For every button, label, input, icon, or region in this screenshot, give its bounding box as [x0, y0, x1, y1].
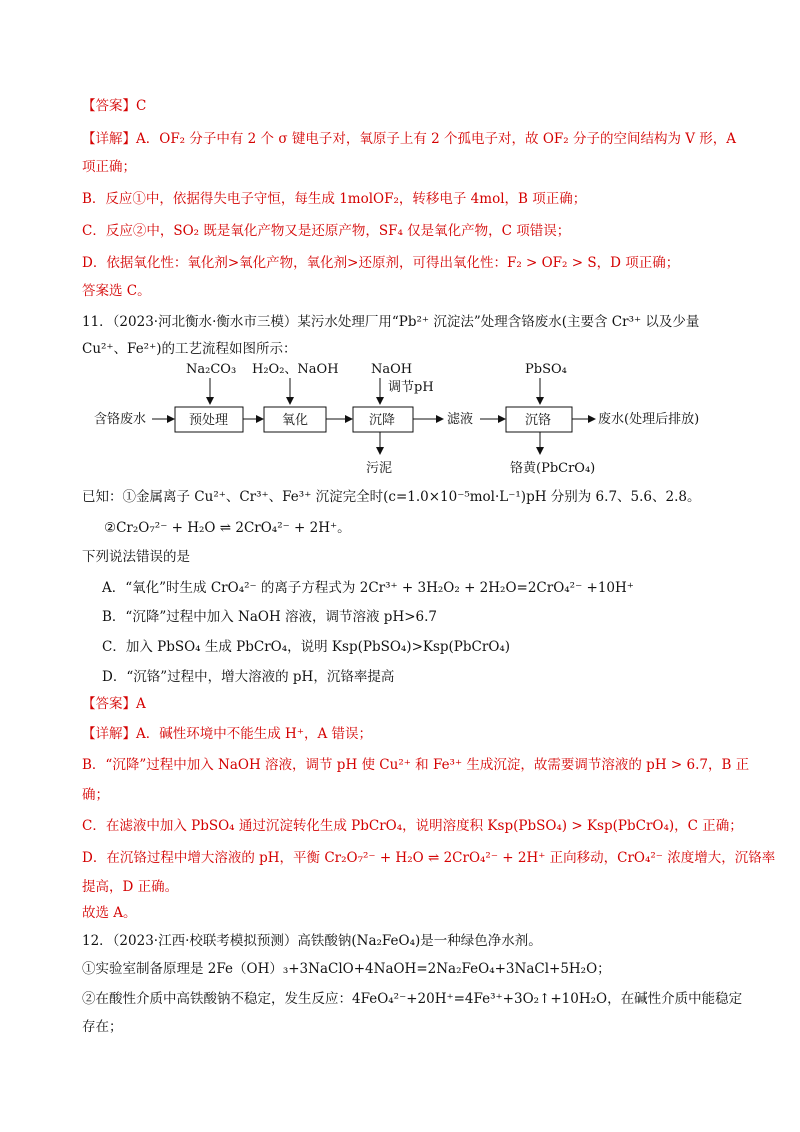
reagent-pbso4: PbSO₄ — [525, 362, 567, 377]
q12-principle-2: ②在酸性介质中高铁酸钠不稳定，发生反应：4FeO₄²⁻+20H⁺=4Fe³⁺+3O₂↑+10H₂O，在碱性介质中能稳定 — [82, 991, 743, 1007]
flow-input: 含铬废水 — [94, 412, 147, 427]
q10-detail-a-cont: 项正确； — [82, 159, 136, 175]
flow-output: 废水(处理后排放) — [598, 412, 700, 427]
q10-detail-a: 【详解】A．OF₂ 分子中有 2 个 σ 键电子对，氧原子上有 2 个孤电子对，故 OF₂ 分子的空间结构为 V 形，A — [82, 131, 737, 147]
q10-detail-c: C．反应②中，SO₂ 既是氧化产物又是还原产物，SF₄ 仅是氧化产物，C 项错误； — [82, 223, 571, 239]
reagent-naoh: NaOH — [371, 362, 413, 377]
q11-detail-d-cont: 提高，D 正确。 — [82, 879, 179, 895]
q11-known-1: 已知：①金属离子 Cu²⁺、Cr³⁺、Fe³⁺ 沉淀完全时(c=1.0×10⁻⁵mol·L⁻¹)pH 分别为 6.7、5.6、2.8。 — [82, 489, 701, 505]
q11-detail-b-cont: 确； — [82, 787, 109, 803]
q11-answer: 【答案】A — [82, 696, 146, 712]
reagent-ph-note: 调节pH — [388, 380, 434, 395]
q10-conclusion: 答案选 C。 — [82, 283, 151, 299]
q11-detail-d: D．在沉铬过程中增大溶液的 pH，平衡 Cr₂O₇²⁻ + H₂O ⇌ 2CrO₄²⁻ + 2H⁺ 正向移动，CrO₄²⁻ 浓度增大，沉铬率 — [82, 850, 776, 866]
q11-stem-cont: Cu²⁺、Fe²⁺)的工艺流程如图所示： — [82, 341, 297, 357]
byproduct-chrome-yellow: 铬黄(PbCrO₄) — [510, 461, 596, 476]
box-pretreatment-label: 预处理 — [189, 413, 229, 428]
q11-option-c: C．加入 PbSO₄ 生成 PbCrO₄，说明 Ksp(PbSO₄)>Ksp(PbCrO₄) — [102, 639, 511, 655]
q11-known-2: ②Cr₂O₇²⁻ + H₂O ⇌ 2CrO₄²⁻ + 2H⁺。 — [104, 520, 351, 536]
q11-stem: 11．（2023·河北衡水·衡水市三模）某污水处理厂用“Pb²⁺ 沉淀法”处理含铬废水(主要含 Cr³⁺ 以及少量 — [82, 314, 700, 330]
process-flow-diagram — [80, 360, 740, 480]
box-oxidation-label: 氧化 — [282, 413, 309, 428]
q11-question: 下列说法错误的是 — [82, 549, 190, 565]
q12-principle-1: ①实验室制备原理是 2Fe（OH）₃+3NaClO+4NaOH=2Na₂FeO₄+3NaCl+5H₂O； — [82, 961, 611, 977]
flow-filtrate: 滤液 — [447, 412, 474, 427]
q10-detail-d: D．依据氧化性：氧化剂>氧化产物，氧化剂>还原剂，可得出氧化性：F₂ > OF₂ > S，D 项正确； — [82, 255, 680, 271]
q11-detail-a: 【详解】A．碱性环境中不能生成 H⁺，A 错误； — [82, 726, 372, 742]
box-chromium-precip-label: 沉铬 — [525, 413, 552, 428]
byproduct-sludge: 污泥 — [366, 461, 393, 476]
q10-answer: 【答案】C — [82, 98, 147, 114]
q11-option-d: D．“沉铬”过程中，增大溶液的 pH，沉铬率提高 — [102, 669, 395, 685]
q11-detail-c: C．在滤液中加入 PbSO₄ 通过沉淀转化生成 PbCrO₄，说明溶度积 Ksp(PbSO₄) > Ksp(PbCrO₄)，C 正确； — [82, 818, 743, 834]
q10-detail-b: B．反应①中，依据得失电子守恒，每生成 1molOF₂，转移电子 4mol，B 项正确； — [82, 191, 587, 207]
reagent-h2o2-naoh: H₂O₂、NaOH — [252, 362, 339, 377]
q11-conclusion: 故选 A。 — [82, 905, 137, 921]
q11-option-b: B．“沉降”过程中加入 NaOH 溶液，调节溶液 pH>6.7 — [102, 609, 437, 625]
q11-option-a: A．“氧化”时生成 CrO₄²⁻ 的离子方程式为 2Cr³⁺ + 3H₂O₂ + 2H₂O=2CrO₄²⁻ +10H⁺ — [102, 580, 634, 596]
box-settling-label: 沉降 — [369, 413, 396, 428]
q12-principle-2-cont: 存在； — [82, 1019, 123, 1035]
reagent-na2co3: Na₂CO₃ — [186, 362, 237, 377]
q12-stem: 12．（2023·江西·校联考模拟预测）高铁酸钠(Na₂FeO₄)是一种绿色净水剂。 — [82, 933, 542, 949]
q11-detail-b: B．“沉降”过程中加入 NaOH 溶液，调节 pH 使 Cu²⁺ 和 Fe³⁺ 生成沉淀，故需要调节溶液的 pH > 6.7，B 正 — [82, 757, 750, 773]
